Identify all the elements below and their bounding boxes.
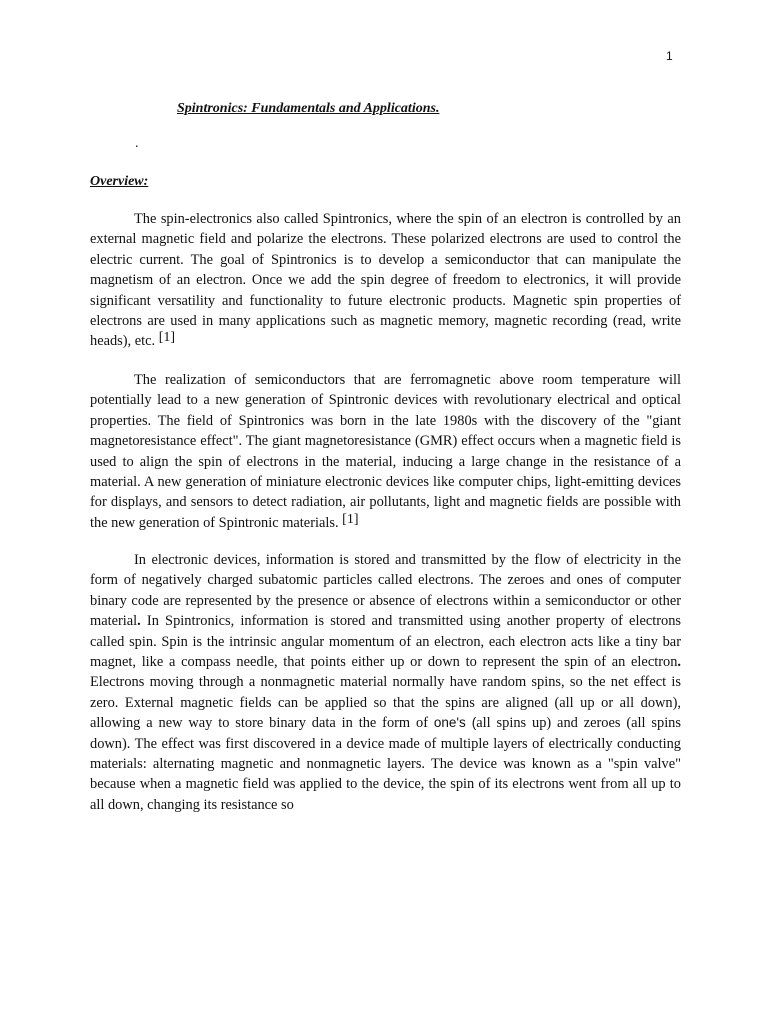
paragraph-1-text: The spin-electronics also called Spintronics, where the spin of an electron is controlled by an external magnetic field and polarize the electrons. These polarized electrons are used to control the electric current. The goal of Spintronics is to develop a semiconductor that can manipulate the magnetism of an electron. Once we add the spin degree of freedom to electronics, it will provide significant versatility and functionality to future electronic products. Magnetic spin properties of electrons are used in many applications such as magnetic memory, magnetic recording (read, write heads), etc. (90, 211, 681, 350)
paragraph-3-text-c: Electrons moving through a nonmagnetic material normally have random spins, so the net effect is zero. External magnetic fields can be applied so that the spins are aligned (all up or all down), allowing a new way to store binary data in the form of (90, 674, 681, 732)
paragraph-3-text-d: all spins up) and zeroes (all spins down). The effect was first discovered in a device made of multiple layers of electrically conducting materials: alternating magnetic and nonmagnetic layers. The device was known as a "spin valve" because when a magnetic field was applied to the device, the spin of its electrons went from all up to all down, changing its resistance so (90, 715, 681, 813)
paragraph-2 (90, 370, 681, 533)
sans-fragment: one's ( (433, 715, 477, 731)
paragraph-2-text: The realization of semiconductors that are ferromagnetic above room temperature will potentially lead to a new generation of Spintronic devices with revolutionary electrical and optical properties. The field of Spintronics was born in the late 1980s with the discovery of the "giant magnetoresistance effect". The giant magnetoresistance (GMR) effect occurs when a magnetic field is used to align the spin of electrons in the material, inducing a large change in the resistance of a material. A new generation of miniature electronic devices like computer chips, light-emitting devices for displays, and sensors to detect radiation, air pollutants, light and magnetic fields are possible with the new generation of Spintronic materials. (90, 372, 681, 531)
paragraph-3-text-b: In Spintronics, information is stored and transmitted using another property of electrons called spin. Spin is the intrinsic angular momentum of an electron, each electron acts like a tiny bar magnet, like a compass needle, that points either up or down to represent the spin of an electron (90, 613, 681, 671)
document-title: Spintronics: Fundamentals and Applications. (177, 101, 440, 116)
paragraph-3 (90, 550, 681, 815)
section-heading-overview: Overview: (90, 174, 149, 189)
citation-ref: [1] (158, 330, 176, 346)
paragraph-3-text-a: In electronic devices, information is stored and transmitted by the flow of electricity in the form of negatively charged subatomic particles called electrons. The zeroes and ones of computer binary code are represented by the presence or absence of electrons within a semiconductor or other material (90, 552, 681, 630)
paragraph-1 (90, 209, 681, 352)
page-number: 1 (666, 49, 673, 63)
citation-ref: [1] (342, 511, 359, 527)
stray-period: . (135, 136, 139, 151)
bold-period: . (677, 654, 681, 671)
bold-period: . (137, 613, 141, 630)
